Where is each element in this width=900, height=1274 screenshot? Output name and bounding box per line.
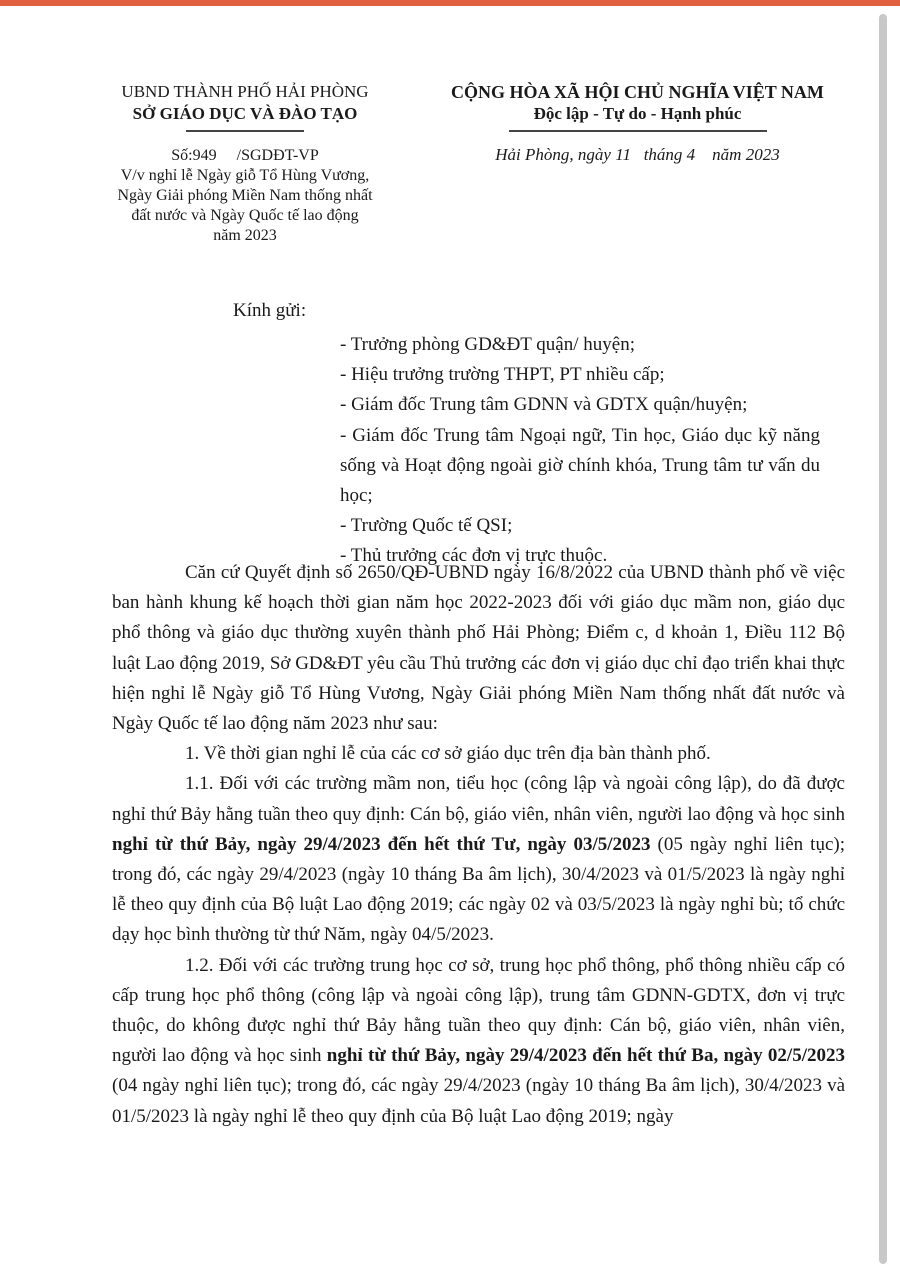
paragraph-section-1-2	[112, 951, 845, 1132]
document-number: Số:949 /SGDĐT-VP	[171, 147, 319, 164]
national-header	[425, 81, 850, 165]
paragraph-legal-basis: Căn cứ Quyết định số 2650/QĐ-UBND ngày 16/8/2022 của UBND thành phố về việc ban hành khung kế hoạch thời gian năm học 2022-2023 đối với giáo dục mầm non, giáo dục phổ thông và giáo dục thường xuyên thành phố Hải Phòng; Điểm c, d khoản 1, Điều 112 Bộ luật Lao động 2019, Sở GD&ĐT yêu cầu Thủ trưởng các đơn vị giáo dục chỉ đạo triển khai thực hiện nghỉ lễ Ngày giỗ Tổ Hùng Vương, Ngày Giải phóng Miền Nam thống nhất đất nước và Ngày Quốc tế lao động năm 2023 như sau:	[112, 562, 845, 735]
bold-text: nghỉ từ thứ Bảy, ngày 29/4/2023 đến hết thứ Tư, ngày 03/5/2023	[112, 833, 651, 855]
agency-name: UBND THÀNH PHỐ HẢI PHÒNG	[121, 82, 369, 101]
text: 1.1. Đối với các trường mầm non, tiểu học (công lập và ngoài công lập), do đã được nghỉ thứ Bảy hằng tuần theo quy định: Cán bộ, giáo viên, nhân viên, người lao động và học sinh	[112, 773, 845, 825]
recipient-item: - Thủ trưởng các đơn vị trực thuộc.	[340, 545, 608, 567]
department-name: SỞ GIÁO DỤC VÀ ĐÀO TẠO	[132, 104, 358, 123]
subject-line: đất nước và Ngày Quốc tế lao động	[131, 207, 359, 224]
subject-line: V/v nghỉ lễ Ngày giỗ Tổ Hùng Vương,	[120, 167, 370, 184]
recipient-item: - Hiệu trưởng trường THPT, PT nhiều cấp;	[340, 364, 665, 386]
recipient-item: - Trưởng phòng GD&ĐT quận/ huyện;	[340, 334, 635, 355]
bold-text: nghỉ từ thứ Bảy, ngày 29/4/2023 đến hết thứ Ba, ngày 02/5/2023	[326, 1045, 845, 1067]
recipients-label: Kính gửi:	[233, 300, 307, 321]
paragraph-section-1: 1. Về thời gian nghỉ lễ của các cơ sở giáo dục trên địa bàn thành phố.	[185, 743, 711, 765]
text: (05 ngày nghỉ liên tục); trong đó, các ngày 29/4/2023 (ngày 10 tháng Ba âm lịch), 30/4/2023 và 01/5/2023 là ngày nghỉ lễ theo quy định của Bộ luật Lao động 2019; các ngày 02 và 03/5/2023 là ngày nghỉ bù; tổ chức dạy học bình thường từ thứ Năm, ngày 04/5/2023.	[112, 833, 845, 946]
subject-line: năm 2023	[213, 227, 277, 244]
top-accent-bar	[0, 0, 900, 6]
text: 1.2. Đối với các trường trung học cơ sở, trung học phổ thông, phổ thông nhiều cấp có cấp trung học phổ thông (công lập và ngoài công lập), trung tâm GDNN-GDTX, đơn vị trực thuộc, do không được nghỉ thứ Bảy hằng tuần theo quy định: Cán bộ, giáo viên, nhân viên, người lao động và học sinh	[112, 954, 845, 1067]
subject-line: Ngày Giải phóng Miền Nam thống nhất	[117, 187, 373, 204]
recipient-item: - Giám đốc Trung tâm GDNN và GDTX quận/huyện;	[340, 394, 748, 416]
document-body	[112, 558, 845, 1132]
motto: Độc lập - Tự do - Hạnh phúc	[533, 104, 742, 123]
recipient-item: - Giám đốc Trung tâm Ngoại ngữ, Tin học, Giáo dục kỹ năng sống và Hoạt động ngoài giờ chính khóa, Trung tâm tư vấn du học;	[340, 424, 820, 507]
document-date: Hải Phòng, ngày 11 tháng 4 năm 2023	[495, 145, 780, 164]
issuer-block	[100, 81, 390, 246]
divider	[509, 130, 767, 132]
scrollbar[interactable]	[879, 14, 887, 1264]
paragraph-section-1-1	[112, 769, 845, 950]
recipients-list	[340, 330, 820, 572]
text: (04 ngày nghỉ liên tục); trong đó, các ngày 29/4/2023 (ngày 10 tháng Ba âm lịch), 30/4/2023 và 01/5/2023 là ngày nghỉ lễ theo quy định của Bộ luật Lao động 2019; ngày	[112, 1075, 845, 1127]
country-name: CỘNG HÒA XÃ HỘI CHỦ NGHĨA VIỆT NAM	[451, 82, 824, 102]
divider	[186, 130, 304, 132]
recipient-item: - Trường Quốc tế QSI;	[340, 515, 513, 537]
